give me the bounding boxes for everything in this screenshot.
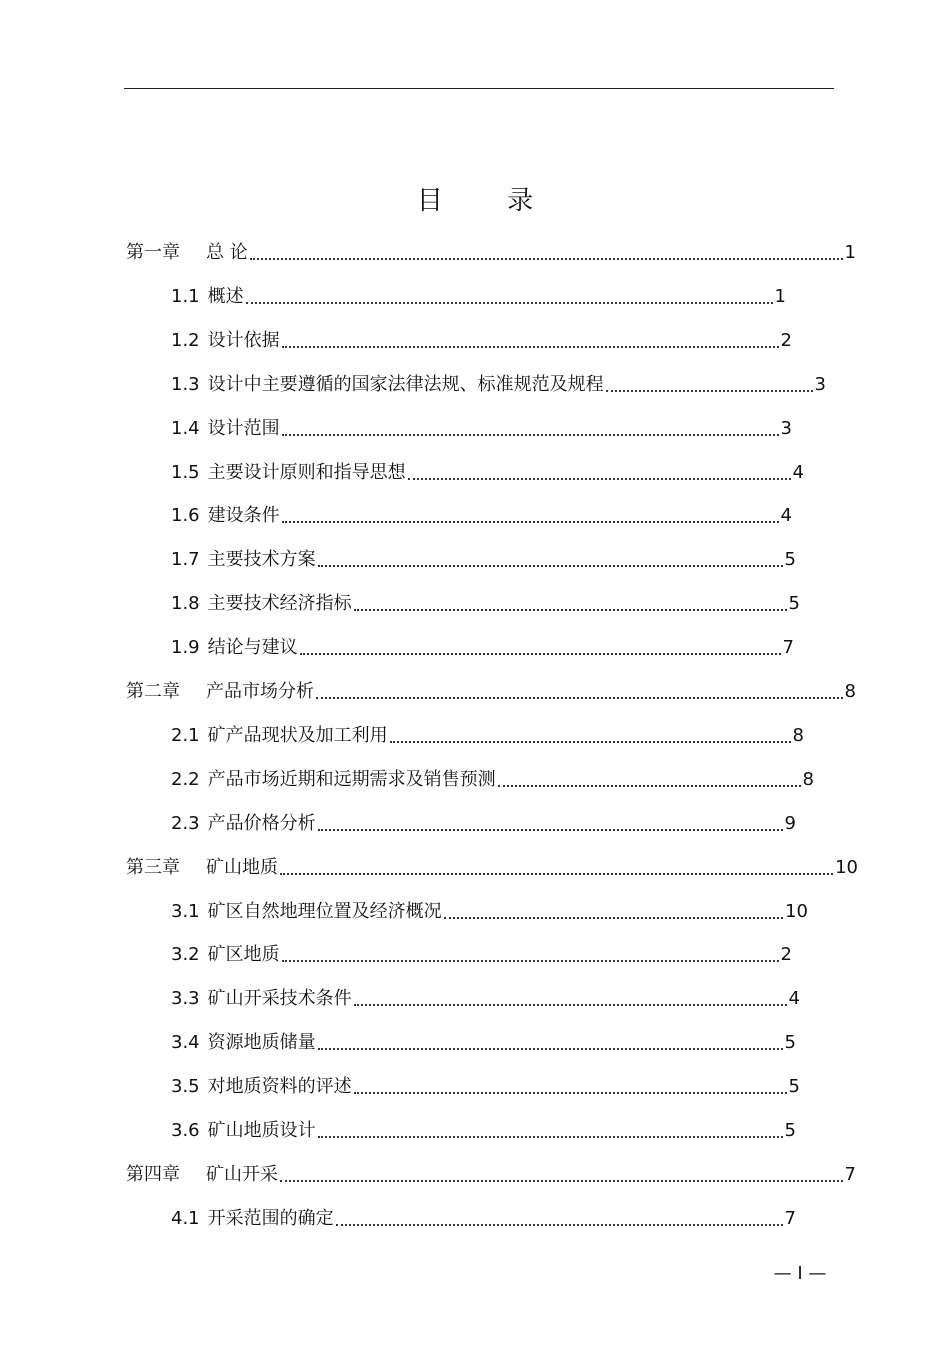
toc-dot-leader (282, 342, 779, 348)
toc-entry-label (126, 681, 314, 703)
toc-entry-title: 对地质资料的评述 (207, 1076, 352, 1097)
toc-dot-leader (316, 693, 843, 699)
toc-page-number: 8 (802, 769, 814, 790)
toc-entry-title: 设计中主要遵循的国家法律法规、标准规范及规程 (207, 374, 604, 395)
toc-section-entry[interactable] (171, 589, 800, 615)
toc-entry-title: 开采范围的确定 (207, 1208, 334, 1229)
toc-page-number: 5 (788, 1076, 800, 1097)
toc-entry-title: 设计依据 (207, 330, 280, 351)
toc-page-number: 8 (792, 725, 804, 746)
toc-page-number: 8 (844, 681, 856, 702)
toc-page-number: 2 (780, 330, 792, 351)
toc-page-number: 1 (774, 286, 786, 307)
toc-entry-number: 1.6 (171, 505, 200, 526)
toc-section-entry[interactable] (171, 721, 804, 747)
toc-entry-title: 建设条件 (207, 505, 280, 526)
toc-entry-title: 资源地质储量 (207, 1032, 316, 1053)
toc-entry-number: 2.3 (171, 813, 200, 834)
toc-chapter-entry[interactable] (126, 238, 856, 264)
toc-page-number: 5 (784, 1120, 796, 1141)
toc-entry-label (171, 505, 280, 527)
toc-entry-title: 矿区自然地理位置及经济概况 (207, 901, 442, 922)
toc-page-number: 10 (835, 857, 858, 878)
toc-entry-label (126, 1164, 278, 1186)
toc-section-entry[interactable] (171, 633, 794, 659)
toc-dot-leader (280, 1176, 843, 1182)
toc-entry-label (171, 286, 244, 308)
toc-entry-label (171, 462, 406, 484)
toc-dot-leader (250, 254, 843, 260)
toc-page-number: 7 (844, 1164, 856, 1185)
toc-entry-number: 3.3 (171, 988, 200, 1009)
toc-entry-number: 第一章 (126, 242, 180, 263)
toc-section-entry[interactable] (171, 1204, 796, 1230)
toc-page-number: 10 (785, 901, 808, 922)
toc-entry-number: 3.2 (171, 944, 200, 965)
toc-dot-leader (280, 869, 833, 875)
toc-entry-label (171, 1208, 334, 1230)
toc-entry-title: 概述 (207, 286, 244, 307)
toc-entry-label (171, 725, 388, 747)
toc-dot-leader (354, 605, 787, 611)
toc-entry-number: 2.2 (171, 769, 200, 790)
toc-entry-label (171, 330, 280, 352)
toc-chapter-entry[interactable] (126, 853, 858, 879)
toc-dot-leader (282, 956, 779, 962)
toc-entry-number: 第四章 (126, 1164, 180, 1185)
toc-entry-number: 3.6 (171, 1120, 200, 1141)
toc-page-number: 1 (844, 242, 856, 263)
toc-entry-label (171, 418, 280, 440)
toc-section-entry[interactable] (171, 897, 808, 923)
toc-section-entry[interactable] (171, 1028, 796, 1054)
toc-entry-title: 矿区地质 (207, 944, 280, 965)
toc-page-number: 4 (788, 988, 800, 1009)
toc-entry-title: 产品价格分析 (207, 813, 316, 834)
toc-dot-leader (408, 474, 791, 480)
toc-dot-leader (246, 298, 773, 304)
toc-dot-leader (336, 1220, 783, 1226)
toc-page-number: 3 (780, 418, 792, 439)
toc-entry-title: 产品市场分析 (206, 681, 314, 702)
toc-section-entry[interactable] (171, 1072, 800, 1098)
toc-section-entry[interactable] (171, 370, 826, 396)
toc-entry-label (171, 637, 298, 659)
toc-chapter-entry[interactable] (126, 677, 856, 703)
toc-section-entry[interactable] (171, 458, 804, 484)
toc-dot-leader (444, 913, 783, 919)
toc-section-entry[interactable] (171, 809, 796, 835)
toc-entry-title: 产品市场近期和远期需求及销售预测 (207, 769, 496, 790)
toc-entry-label (171, 593, 352, 615)
toc-page-number: 4 (780, 505, 792, 526)
toc-entry-label (171, 944, 280, 966)
toc-section-entry[interactable] (171, 545, 796, 571)
toc-entry-label (171, 1120, 316, 1142)
toc-page-number: 5 (784, 549, 796, 570)
toc-dot-leader (606, 386, 813, 392)
toc-entry-number: 1.9 (171, 637, 200, 658)
toc-entry-number: 4.1 (171, 1208, 200, 1229)
toc-page-number: 5 (788, 593, 800, 614)
toc-dot-leader (318, 825, 783, 831)
page-number-footer: — I — (773, 1263, 827, 1284)
toc-section-entry[interactable] (171, 765, 814, 791)
toc-entry-title: 主要设计原则和指导思想 (207, 462, 406, 483)
toc-dot-leader (282, 517, 779, 523)
toc-dot-leader (318, 1132, 783, 1138)
toc-dot-leader (318, 1044, 783, 1050)
toc-page-number: 4 (792, 462, 804, 483)
toc-entry-number: 第三章 (126, 857, 180, 878)
toc-entry-title: 设计范围 (207, 418, 280, 439)
toc-entry-label (171, 813, 316, 835)
toc-page-number: 7 (782, 637, 794, 658)
toc-entry-label (126, 242, 248, 264)
header-rule (124, 88, 834, 89)
toc-section-entry[interactable] (171, 984, 800, 1010)
toc-section-entry[interactable] (171, 414, 792, 440)
toc-entry-title: 矿山开采技术条件 (207, 988, 352, 1009)
toc-section-entry[interactable] (171, 1116, 796, 1142)
toc-entry-number: 1.3 (171, 374, 200, 395)
toc-section-entry[interactable] (171, 501, 792, 527)
toc-entry-number: 3.5 (171, 1076, 200, 1097)
toc-section-entry[interactable] (171, 282, 786, 308)
toc-page-number: 3 (814, 374, 826, 395)
toc-entry-number: 1.2 (171, 330, 200, 351)
toc-chapter-entry[interactable] (126, 1160, 856, 1186)
toc-page-number: 7 (784, 1208, 796, 1229)
toc-entry-label (126, 857, 278, 879)
toc-entry-number: 1.5 (171, 462, 200, 483)
toc-entry-number: 1.8 (171, 593, 200, 614)
toc-entry-label (171, 901, 442, 923)
toc-entry-label (171, 549, 316, 571)
toc-entry-label (171, 374, 604, 396)
toc-page-number: 9 (784, 813, 796, 834)
toc-entry-label (171, 988, 352, 1010)
toc-entry-number: 1.7 (171, 549, 200, 570)
toc-dot-leader (282, 430, 779, 436)
toc-dot-leader (498, 781, 801, 787)
toc-section-entry[interactable] (171, 940, 792, 966)
toc-entry-title: 矿山地质 (206, 857, 278, 878)
toc-entry-title: 结论与建议 (207, 637, 298, 658)
toc-page-number: 5 (784, 1032, 796, 1053)
toc-dot-leader (354, 1000, 787, 1006)
toc-entry-number: 第二章 (126, 681, 180, 702)
toc-entry-label (171, 769, 496, 791)
toc-entry-number: 3.1 (171, 901, 200, 922)
toc-entry-label (171, 1032, 316, 1054)
toc-entry-title: 总 论 (206, 242, 248, 263)
page-title: 目 录 (416, 186, 562, 216)
toc-entry-title: 矿产品现状及加工利用 (207, 725, 388, 746)
toc-page-number: 2 (780, 944, 792, 965)
toc-entry-number: 1.4 (171, 418, 200, 439)
toc-entry-title: 矿山地质设计 (207, 1120, 316, 1141)
toc-entry-title: 主要技术经济指标 (207, 593, 352, 614)
toc-dot-leader (300, 649, 781, 655)
toc-dot-leader (318, 561, 783, 567)
toc-entry-number: 2.1 (171, 725, 200, 746)
toc-entry-title: 主要技术方案 (207, 549, 316, 570)
toc-entry-label (171, 1076, 352, 1098)
toc-entry-number: 3.4 (171, 1032, 200, 1053)
toc-section-entry[interactable] (171, 326, 792, 352)
toc-dot-leader (390, 737, 791, 743)
toc-dot-leader (354, 1088, 787, 1094)
toc-entry-number: 1.1 (171, 286, 200, 307)
toc-entry-title: 矿山开采 (206, 1164, 278, 1185)
